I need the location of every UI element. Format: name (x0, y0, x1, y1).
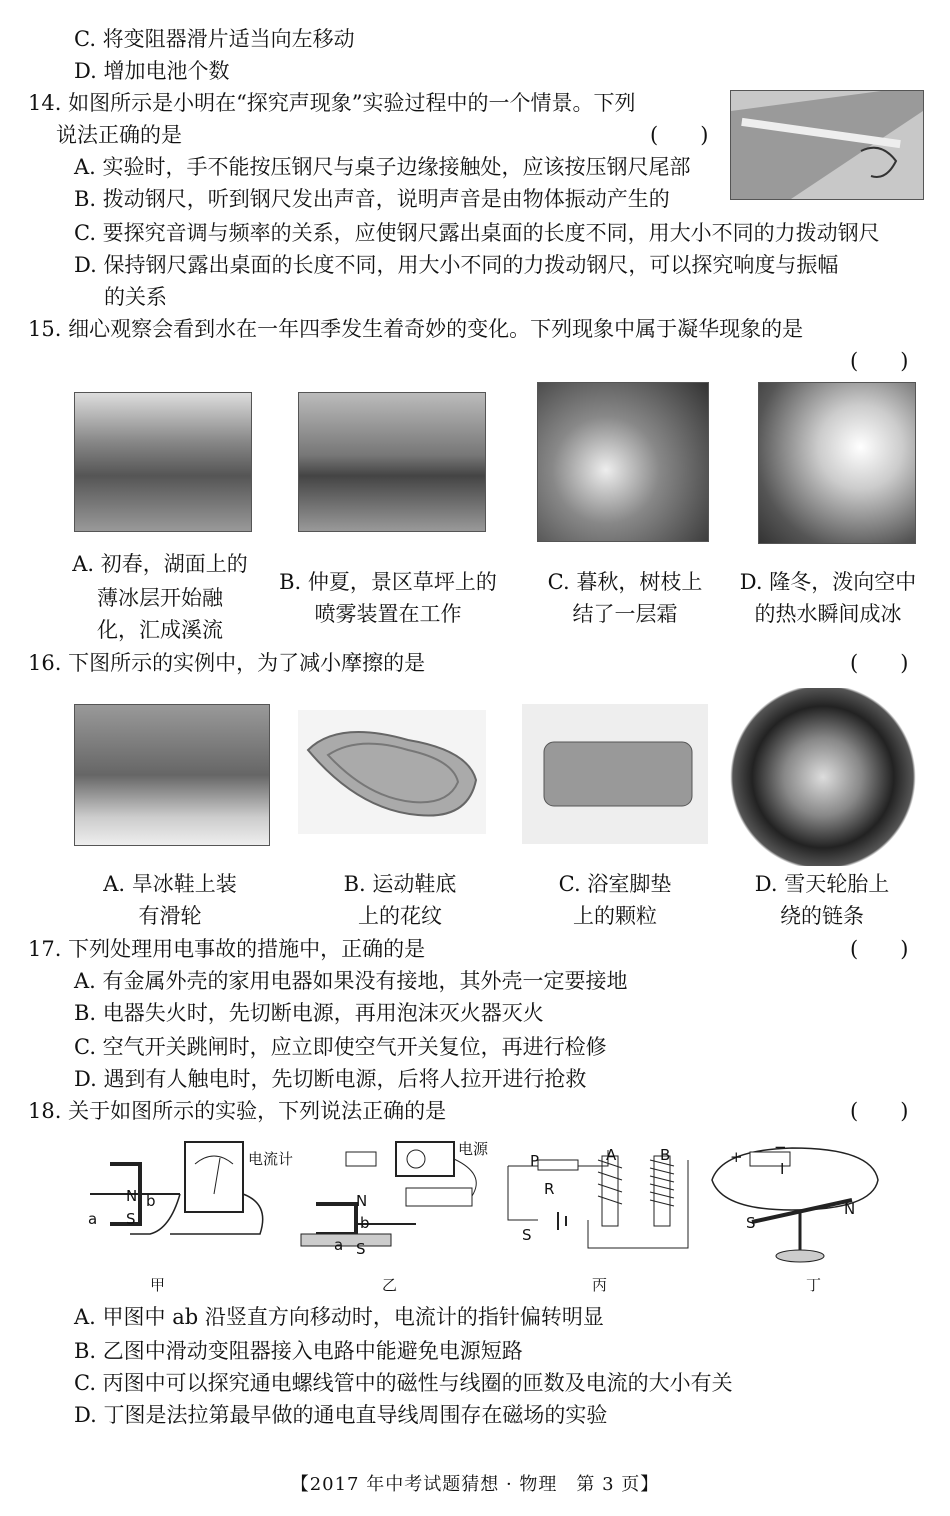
q16-caption-b-1: B. 运动鞋底 (343, 872, 457, 896)
q15-caption-c-2: 结了一层霜 (572, 602, 678, 626)
q14-option-d-1: D. 保持钢尺露出桌面的长度不同，用大小不同的力拨动钢尺，可以探究响度与振幅 (74, 253, 839, 277)
snow-chain-tire-photo (730, 688, 916, 866)
q16-paren: ( ) (850, 651, 909, 675)
q17-option-a: A. 有金属外壳的家用电器如果没有接地，其外壳一定要接地 (74, 969, 628, 993)
q15-caption-b-2: 喷雾装置在工作 (314, 602, 462, 626)
q17-option-c: C. 空气开关跳闸时，应立即使空气开关复位，再进行检修 (74, 1035, 607, 1059)
figure-ding-I: I (780, 1160, 785, 1178)
q18-paren: ( ) (850, 1099, 909, 1123)
figure-bing-S: S (522, 1226, 532, 1244)
figure-jia-N: N (126, 1187, 138, 1205)
figure-ding-minus: − (774, 1138, 787, 1156)
q17-paren: ( ) (850, 937, 909, 961)
figure-bing-caption: 丙 (592, 1276, 608, 1294)
q17-option-d: D. 遇到有人触电时，先切断电源，后将人拉开进行抢救 (74, 1067, 587, 1091)
q14-option-b: B. 拨动钢尺，听到钢尺发出声音，说明声音是由物体振动产生的 (74, 187, 670, 211)
q15-caption-a-2: 薄冰层开始融 (97, 586, 223, 610)
frost-branch-photo (537, 382, 709, 542)
figure-ding-S: S (746, 1214, 756, 1232)
figure-ding-caption: 丁 (806, 1276, 822, 1294)
figure-bing-A: A (606, 1146, 617, 1164)
q14-stem-1: 14. 如图所示是小明在“探究声现象”实验过程中的一个情景。下列 (28, 91, 636, 115)
ruler-experiment-image (730, 90, 924, 200)
figure-ding-N: N (844, 1200, 856, 1218)
figure-jia-galvanometer-label: 电流计 (248, 1150, 294, 1168)
ruler-experiment-illustration (731, 91, 923, 199)
bath-mat-illustration (522, 704, 708, 844)
q16-caption-c-2: 上的颗粒 (573, 904, 657, 928)
q15-caption-d-2: 的热水瞬间成冰 (754, 602, 902, 626)
q14-option-c: C. 要探究音调与频率的关系，应使钢尺露出桌面的长度不同，用大小不同的力拨动钢尺 (74, 221, 880, 245)
q16-caption-a-2: 有滑轮 (138, 904, 202, 928)
roller-skate-photo (74, 704, 270, 846)
bath-mat-photo (522, 704, 708, 844)
q17-option-b: B. 电器失火时，先切断电源，再用泡沫灭火器灭火 (74, 1001, 544, 1025)
q16-stem: 16. 下图所示的实例中，为了减小摩擦的是 (28, 651, 426, 675)
q14-option-d-2: 的关系 (104, 285, 167, 309)
figure-yi-b: b (360, 1214, 370, 1232)
shoe-sole-illustration (298, 710, 486, 834)
figure-yi-power-label: 电源 (458, 1140, 489, 1158)
figure-jia-b: b (146, 1192, 156, 1210)
q15-caption-d-1: D. 隆冬，泼向空中 (739, 570, 917, 594)
q17-stem: 17. 下列处理用电事故的措施中，正确的是 (28, 937, 426, 961)
q15-caption-a-3: 化，汇成溪流 (97, 618, 223, 642)
figure-yi-N: N (356, 1192, 368, 1210)
q15-caption-b-1: B. 仲夏，景区草坪上的 (279, 570, 497, 594)
q16-caption-d-2: 绕的链条 (780, 904, 864, 928)
figure-yi-S: S (356, 1240, 366, 1258)
q16-caption-d-1: D. 雪天轮胎上 (754, 872, 890, 896)
option-d: D. 增加电池个数 (74, 59, 230, 83)
option-c: C. 将变阻器滑片适当向左移动 (74, 27, 355, 51)
q18-option-d: D. 丁图是法拉第最早做的通电直导线周围存在磁场的实验 (74, 1403, 608, 1427)
figure-jia-caption: 甲 (150, 1276, 166, 1294)
figure-jia-S: S (126, 1210, 136, 1228)
figure-bing-P: P (530, 1152, 540, 1170)
q16-caption-a-1: A. 旱冰鞋上装 (103, 872, 237, 896)
q15-paren: ( ) (850, 349, 909, 373)
q18-stem: 18. 关于如图所示的实验，下列说法正确的是 (28, 1099, 447, 1123)
q14-paren: ( ) (650, 123, 709, 147)
figure-jia-a: a (88, 1210, 98, 1228)
figure-ding-plus: + (730, 1148, 743, 1166)
q15-caption-a-1: A. 初春，湖面上的 (72, 552, 248, 576)
page-footer: 【2017 年中考试题猜想 · 物理 第 3 页】 (290, 1474, 660, 1495)
q16-caption-b-2: 上的花纹 (358, 904, 442, 928)
hot-water-freezing-photo (758, 382, 916, 544)
q15-stem: 15. 细心观察会看到水在一年四季发生着奇妙的变化。下列现象中属于凝华现象的是 (28, 317, 804, 341)
q14-stem-2: 说法正确的是 (56, 123, 182, 147)
figure-yi-caption: 乙 (382, 1276, 398, 1294)
shoe-sole-photo (298, 710, 486, 834)
q16-caption-c-1: C. 浴室脚垫 (558, 872, 672, 896)
q18-option-b: B. 乙图中滑动变阻器接入电路中能避免电源短路 (74, 1339, 523, 1363)
q15-caption-c-1: C. 暮秋，树枝上 (547, 570, 703, 594)
ice-melting-photo (74, 392, 252, 532)
figure-bing-R: R (544, 1180, 555, 1198)
figure-bing-B: B (660, 1146, 671, 1164)
q14-option-a: A. 实验时，手不能按压钢尺与桌子边缘接触处，应该按压钢尺尾部 (74, 155, 691, 179)
sprinkler-photo (298, 392, 486, 532)
figure-yi-a: a (334, 1236, 344, 1254)
q18-option-c: C. 丙图中可以探究通电螺线管中的磁性与线圈的匝数及电流的大小有关 (74, 1371, 733, 1395)
q18-option-a: A. 甲图中 ab 沿竖直方向移动时，电流计的指针偏转明显 (74, 1305, 604, 1329)
